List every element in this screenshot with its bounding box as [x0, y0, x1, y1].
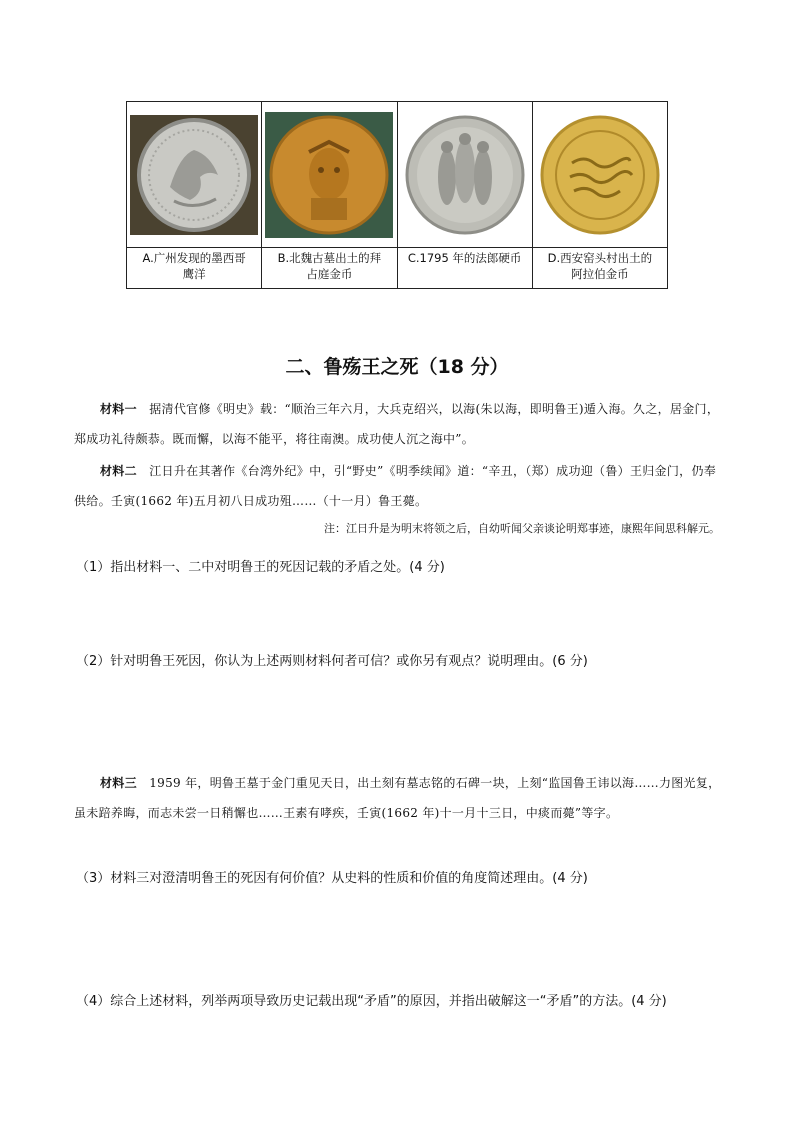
coin-cell-c [397, 102, 532, 289]
coin-cell-d [532, 102, 667, 289]
question-3: （3）材料三对澄清明鲁王的死因有何价值？从史料的性质和价值的角度简述理由。(4 分) [76, 871, 588, 886]
material-3-text: 1959 年，明鲁王墓于金门重见天日，出土刻有墓志铭的石碑一块，上刻“监国鲁王讳以海……力图光复，虽未踣养晦，而志未尝一日稍懈也……王素有哮疾，壬寅(1662 年)十一月十三日，中痰而薨”等字。 [74, 776, 721, 820]
coin-table [126, 101, 668, 289]
material-2 [74, 456, 724, 516]
note-text: 注：江日升是为明末将领之后，自幼听闻父亲谈论明郑事迹，康熙年间思科解元。 [324, 522, 720, 535]
material-2-label: 材料二 [100, 464, 137, 478]
material-3-label: 材料三 [100, 776, 137, 790]
coin-caption-a: A.广州发现的墨西哥 鹰洋 [127, 247, 261, 288]
coin-caption-d: D.西安窑头村出土的 阿拉伯金币 [533, 247, 667, 288]
arabic-gold-dinar-icon [533, 102, 667, 247]
material-3 [74, 768, 724, 828]
material-1-label: 材料一 [100, 402, 137, 416]
coin-cell-a [127, 102, 262, 289]
question-4: （4）综合上述材料，列举两项导致历史记载出现“矛盾”的原因，并指出破解这一“矛盾”的方法。(4 分) [76, 994, 667, 1009]
coin-caption-c: C.1795 年的法郎硬币 [398, 247, 532, 288]
material-1-text: 据清代官修《明史》载：“顺治三年六月，大兵克绍兴，以海(朱以海，即明鲁王)遁入海。久之，居金门，郑成功礼待颇恭。既而懈，以海不能平，将往南澳。成功使人沉之海中”。 [74, 402, 720, 446]
coin-caption-b: B.北魏古墓出土的拜 占庭金币 [262, 247, 396, 288]
byzantine-gold-coin-icon [262, 102, 396, 247]
material-2-text: 江日升在其著作《台湾外纪》中，引“野史”《明季续闻》道：“辛丑，（郑）成功迎（鲁）王归金门，仍奉供给。壬寅(1662 年)五月初八日成功殂……（十一月）鲁王薨。 [74, 464, 717, 508]
french-franc-silver-coin-icon [398, 102, 532, 247]
coin-cell-b [262, 102, 397, 289]
section-title: 二、鲁殇王之死（18 分） [285, 356, 509, 378]
question-1: （1）指出材料一、二中对明鲁王的死因记载的矛盾之处。(4 分) [76, 560, 445, 575]
question-2: （2）针对明鲁王死因，你认为上述两则材料何者可信？或你另有观点？说明理由。(6 分) [76, 654, 588, 669]
material-1 [74, 394, 724, 454]
mexican-eagle-silver-coin-icon [127, 102, 261, 247]
